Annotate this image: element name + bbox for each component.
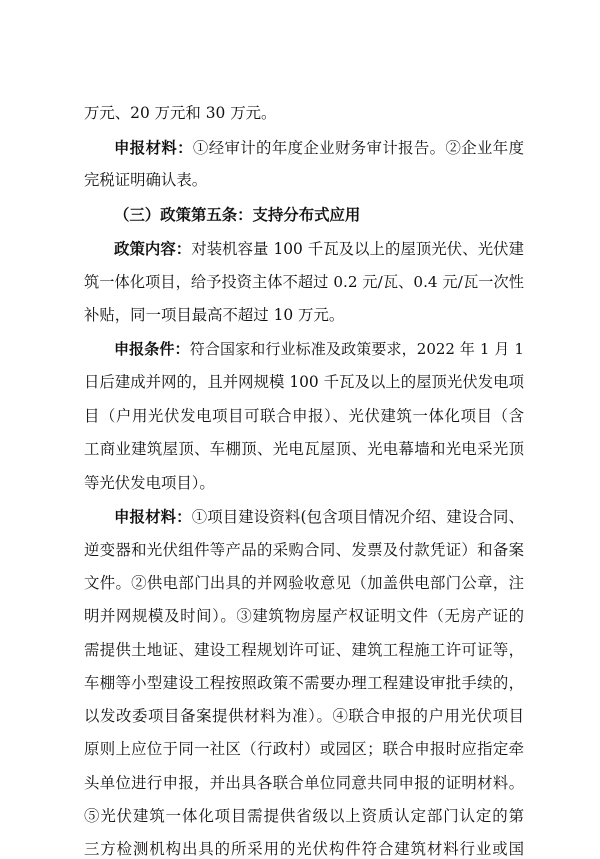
text-line: 车棚等小型建设工程按照政策不需要办理工程建设审批手续的， xyxy=(84,674,524,692)
section-label: 申报材料： xyxy=(114,508,192,526)
text-line: 原则上应位于同一社区（行政村）或园区；联合申报时应指定牵 xyxy=(84,740,524,758)
text-line: 需提供土地证、建设工程规划许可证、建筑工程施工许可证等， xyxy=(84,641,524,659)
text-line: 头单位进行申报，并出具各联合单位同意共同申报的证明材料。 xyxy=(84,774,524,792)
text-line: 筑一体化项目，给予投资主体不超过 0.2 元/瓦、0.4 元/瓦一次性 xyxy=(84,273,524,291)
text-line: 三方检测机构出具的所采用的光伏构件符合建筑材料行业或国 xyxy=(84,840,524,858)
text-line: 政策内容：对装机容量 100 千瓦及以上的屋顶光伏、光伏建 xyxy=(114,240,524,258)
text-line: 补贴，同一项目最高不超过 10 万元。 xyxy=(84,306,345,324)
text-line: 日后建成并网的，且并网规模 100 千瓦及以上的屋顶光伏发电项 xyxy=(84,373,524,391)
text-line: 文件。②供电部门出具的并网验收意见（加盖供电部门公章，注 xyxy=(84,574,524,592)
section-label: 申报材料： xyxy=(114,139,193,157)
text-line: 申报条件：符合国家和行业标准及政策要求，2022 年 1 月 1 xyxy=(114,340,524,358)
text-line: 逆变器和光伏组件等产品的采购合同、发票及付款凭证）和备案 xyxy=(84,541,524,559)
text-line: 等光伏发电项目）。 xyxy=(84,474,215,492)
text-line: 申报材料：①项目建设资料(包含项目情况介绍、建设合同、 xyxy=(114,508,524,526)
section-label: 政策内容： xyxy=(114,240,192,258)
text-line: 以发改委项目备案提供材料为准）。④联合申报的户用光伏项目 xyxy=(84,707,524,725)
text-line: 工商业建筑屋顶、车棚顶、光电瓦屋顶、光电幕墙和光电采光顶 xyxy=(84,440,524,458)
text-line: 目（户用光伏发电项目可联合申报）、光伏建筑一体化项目（含 xyxy=(84,407,524,425)
text-line: 完税证明确认表。 xyxy=(84,171,208,189)
section-label: 申报条件： xyxy=(114,340,190,358)
text-line: 申报材料：①经审计的年度企业财务审计报告。②企业年度 xyxy=(114,139,524,157)
text-line: ⑤光伏建筑一体化项目需提供省级以上资质认定部门认定的第 xyxy=(84,807,524,825)
section-heading: （三）政策第五条：支持分布式应用 xyxy=(114,206,361,224)
text-line: 明并网规模及时间）。③建筑物房屋产权证明文件（无房产证的 xyxy=(84,607,524,625)
text-line: 万元、20 万元和 30 万元。 xyxy=(84,104,277,122)
